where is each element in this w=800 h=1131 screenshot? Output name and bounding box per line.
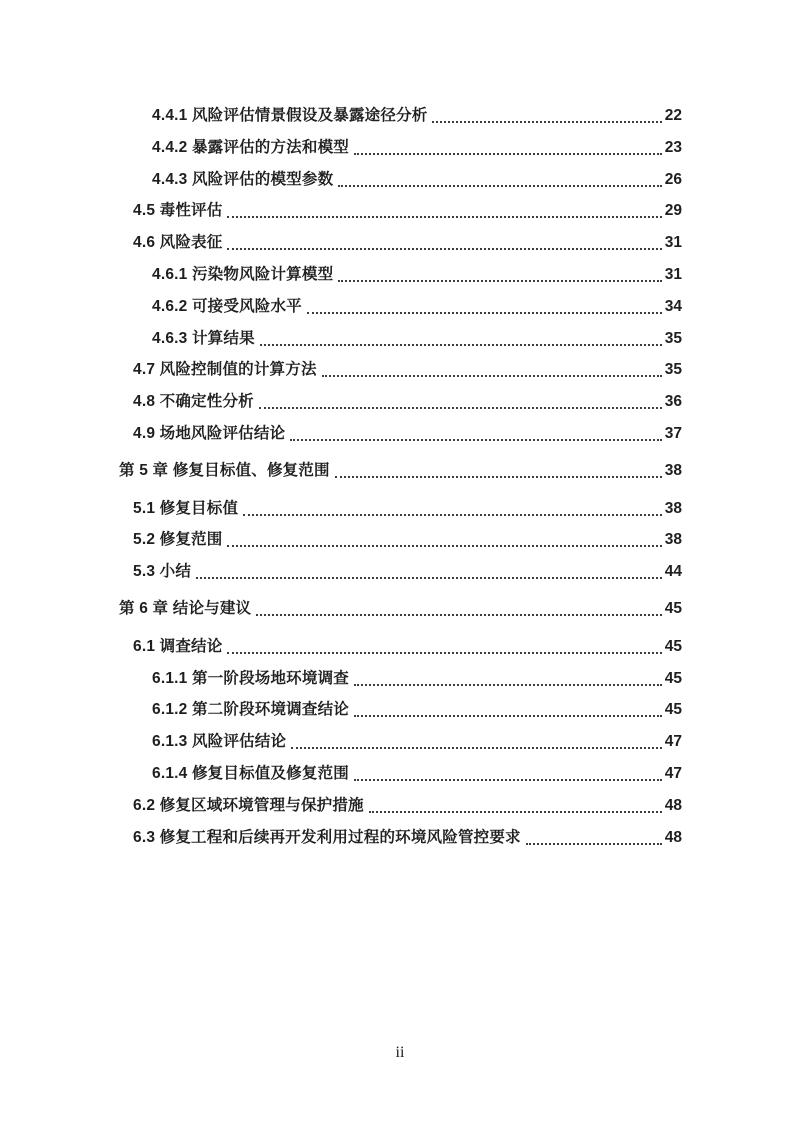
toc-entry-page-number: 47: [664, 764, 682, 782]
toc-entry-label: 6.1 调查结论: [133, 637, 223, 655]
toc-entry-page-number: 38: [664, 499, 682, 517]
toc-entry: [119, 201, 682, 233]
toc-entry-label: 4.7 风险控制值的计算方法: [133, 361, 317, 379]
toc-entry-page-number: 37: [664, 424, 682, 442]
toc-dot-leader: [354, 764, 662, 781]
toc-entry-page-number: 45: [664, 599, 682, 617]
toc-entry-page-number: 22: [664, 107, 682, 124]
toc-dot-leader: [256, 599, 662, 616]
toc-entry: [119, 828, 682, 860]
toc-entry: [119, 297, 682, 329]
toc-entry-page-number: 35: [664, 361, 682, 379]
toc-entry: [119, 424, 682, 456]
toc-dot-leader: [338, 265, 661, 282]
toc-dot-leader: [259, 392, 662, 409]
toc-entry-label: 5.2 修复范围: [133, 531, 223, 549]
toc-entry-label: 4.6 风险表征: [133, 234, 223, 252]
toc-dot-leader: [322, 360, 662, 377]
toc-entry-label: 6.1.4 修复目标值及修复范围: [152, 764, 349, 782]
toc-entry-label: 6.2 修复区域环境管理与保护措施: [133, 796, 364, 814]
toc-entry-page-number: 48: [664, 796, 682, 814]
toc-entry-page-number: 38: [664, 531, 682, 549]
toc-entry-page-number: 26: [664, 170, 682, 188]
toc-entry: [119, 106, 682, 138]
toc-entry: [119, 170, 682, 202]
toc-entry-label: 5.1 修复目标值: [133, 499, 239, 517]
toc-entry-page-number: 45: [664, 701, 682, 719]
toc-dot-leader: [526, 828, 662, 845]
toc-entry-label: 4.4.1 风险评估情景假设及暴露途径分析: [152, 107, 428, 124]
toc-entry-label: 4.5 毒性评估: [133, 202, 223, 220]
toc-entry-page-number: 23: [664, 138, 682, 156]
toc-dot-leader: [354, 700, 662, 717]
toc-entry-label: 6.3 修复工程和后续再开发利用过程的环境风险管控要求: [133, 828, 521, 846]
toc-entry: [119, 530, 682, 562]
toc-entry: [119, 360, 682, 392]
toc-entry: [119, 329, 682, 361]
toc-entry-page-number: 34: [664, 297, 682, 315]
toc-entry-page-number: 45: [664, 637, 682, 655]
toc-entry-label: 4.6.2 可接受风险水平: [152, 297, 302, 315]
toc: [119, 106, 682, 859]
toc-dot-leader: [354, 669, 662, 686]
toc-entry-label: 4.6.1 污染物风险计算模型: [152, 265, 334, 283]
toc-entry: [119, 764, 682, 796]
toc-dot-leader: [243, 499, 662, 516]
toc-entry: [119, 700, 682, 732]
toc-dot-leader: [227, 233, 661, 250]
toc-entry-label: 第 5 章 修复目标值、修复范围: [119, 461, 330, 479]
toc-dot-leader: [227, 530, 661, 547]
toc-entry: [119, 562, 682, 594]
toc-entry: [119, 499, 682, 531]
toc-entry: [119, 461, 682, 493]
toc-dot-leader: [369, 796, 662, 813]
toc-dot-leader: [227, 201, 661, 218]
toc-entry-label: 6.1.3 风险评估结论: [152, 733, 287, 751]
toc-dot-leader: [227, 637, 661, 654]
toc-entry-page-number: 44: [664, 563, 682, 581]
toc-entry-label: 5.3 小结: [133, 563, 192, 581]
toc-entry: [119, 138, 682, 170]
toc-entry: [119, 732, 682, 764]
toc-entry-page-number: 48: [664, 828, 682, 846]
toc-entry-label: 4.9 场地风险评估结论: [133, 424, 286, 442]
toc-entry-page-number: 45: [664, 669, 682, 687]
toc-dot-leader: [432, 106, 661, 123]
toc-entry-label: 4.6.3 计算结果: [152, 329, 255, 347]
toc-dot-leader: [291, 732, 662, 749]
toc-dot-leader: [354, 138, 662, 155]
toc-entry-page-number: 36: [664, 393, 682, 411]
toc-entry: [119, 669, 682, 701]
toc-dot-leader: [338, 170, 661, 187]
toc-entry: [119, 233, 682, 265]
toc-entry: [119, 637, 682, 669]
page-number-footer: ii: [395, 1044, 405, 1061]
toc-dot-leader: [196, 562, 662, 579]
toc-dot-leader: [260, 329, 662, 346]
toc-entry-label: 4.8 不确定性分析: [133, 393, 254, 411]
toc-entry-page-number: 31: [664, 265, 682, 283]
toc-entry-page-number: 47: [664, 733, 682, 751]
toc-entry-label: 4.4.2 暴露评估的方法和模型: [152, 138, 349, 156]
toc-entry-page-number: 29: [664, 202, 682, 220]
toc-dot-leader: [307, 297, 662, 314]
toc-entry-page-number: 31: [664, 234, 682, 252]
toc-entry-label: 第 6 章 结论与建议: [119, 599, 252, 617]
toc-entry-page-number: 38: [664, 461, 682, 479]
toc-dot-leader: [335, 461, 662, 478]
toc-entry: [119, 265, 682, 297]
toc-dot-leader: [290, 424, 661, 441]
toc-entry: [119, 599, 682, 631]
toc-entry: [119, 796, 682, 828]
toc-entry-label: 6.1.2 第二阶段环境调查结论: [152, 701, 349, 719]
toc-entry-page-number: 35: [664, 329, 682, 347]
toc-entry-label: 6.1.1 第一阶段场地环境调查: [152, 669, 349, 687]
toc-entry-label: 4.4.3 风险评估的模型参数: [152, 170, 334, 188]
toc-entry: [119, 392, 682, 424]
